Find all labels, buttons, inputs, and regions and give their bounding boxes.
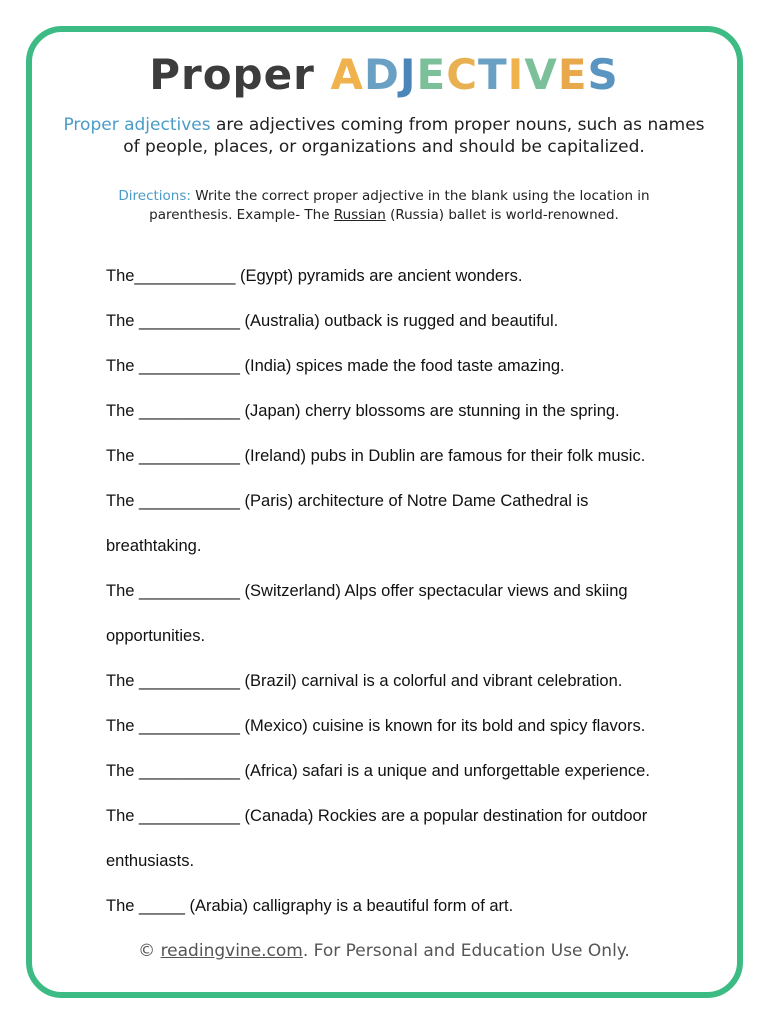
directions-text: Write the correct proper adjective in the blank using the location in parenthesis. Example- The [149, 188, 650, 223]
title-word-proper: Proper [149, 50, 315, 99]
title-letter: J [399, 50, 417, 99]
title-letter: I [507, 50, 525, 99]
page-title [0, 50, 768, 99]
question-text: The _____ (Arabia) calligraphy is a beautiful form of art. [106, 897, 514, 915]
footer-link[interactable]: readingvine.com [160, 941, 303, 961]
directions [80, 187, 688, 225]
title-letter: C [446, 50, 479, 99]
question-text: The ___________ (Ireland) pubs in Dublin are famous for their folk music. [106, 447, 646, 465]
title-letter: A [330, 50, 364, 99]
copyright-symbol: © [138, 941, 161, 961]
question-text: The ___________ (Australia) outback is rugged and beautiful. [106, 312, 559, 330]
intro-paragraph [60, 114, 708, 158]
question-continuation: enthusiasts. [106, 852, 195, 870]
title-letter: V [524, 50, 558, 99]
question-text: The___________ (Egypt) pyramids are ancient wonders. [106, 267, 523, 285]
footer [0, 941, 768, 961]
footer-text: . For Personal and Education Use Only. [302, 941, 630, 961]
directions-label: Directions: [118, 188, 191, 204]
question-continuation: breathtaking. [106, 537, 202, 555]
title-letter: E [557, 50, 588, 99]
question-continuation: opportunities. [106, 627, 206, 645]
question-text: The ___________ (Switzerland) Alps offer spectacular views and skiing [106, 582, 628, 600]
question-text: The ___________ (Mexico) cuisine is known for its bold and spicy flavors. [106, 717, 646, 735]
title-letter: D [363, 50, 400, 99]
question-text: The ___________ (Brazil) carnival is a colorful and vibrant celebration. [106, 672, 623, 690]
title-letter: S [587, 50, 619, 99]
title-word-adjectives [330, 50, 618, 99]
directions-text-end: (Russia) ballet is world-renowned. [385, 207, 619, 223]
intro-highlight: Proper adjectives [63, 115, 211, 135]
question-text: The ___________ (Paris) architecture of Notre Dame Cathedral is [106, 492, 589, 510]
question-text: The ___________ (Canada) Rockies are a popular destination for outdoor [106, 807, 648, 825]
question-text: The ___________ (Japan) cherry blossoms are stunning in the spring. [106, 402, 620, 420]
title-letter: E [416, 50, 447, 99]
title-letter: T [478, 50, 508, 99]
question-text: The ___________ (Africa) safari is a unique and unforgettable experience. [106, 762, 650, 780]
question-text: The ___________ (India) spices made the food taste amazing. [106, 357, 565, 375]
intro-text: are adjectives coming from proper nouns, such as names of people, places, or organizations and should be capitalized. [123, 115, 705, 157]
directions-example: Russian [333, 207, 386, 223]
